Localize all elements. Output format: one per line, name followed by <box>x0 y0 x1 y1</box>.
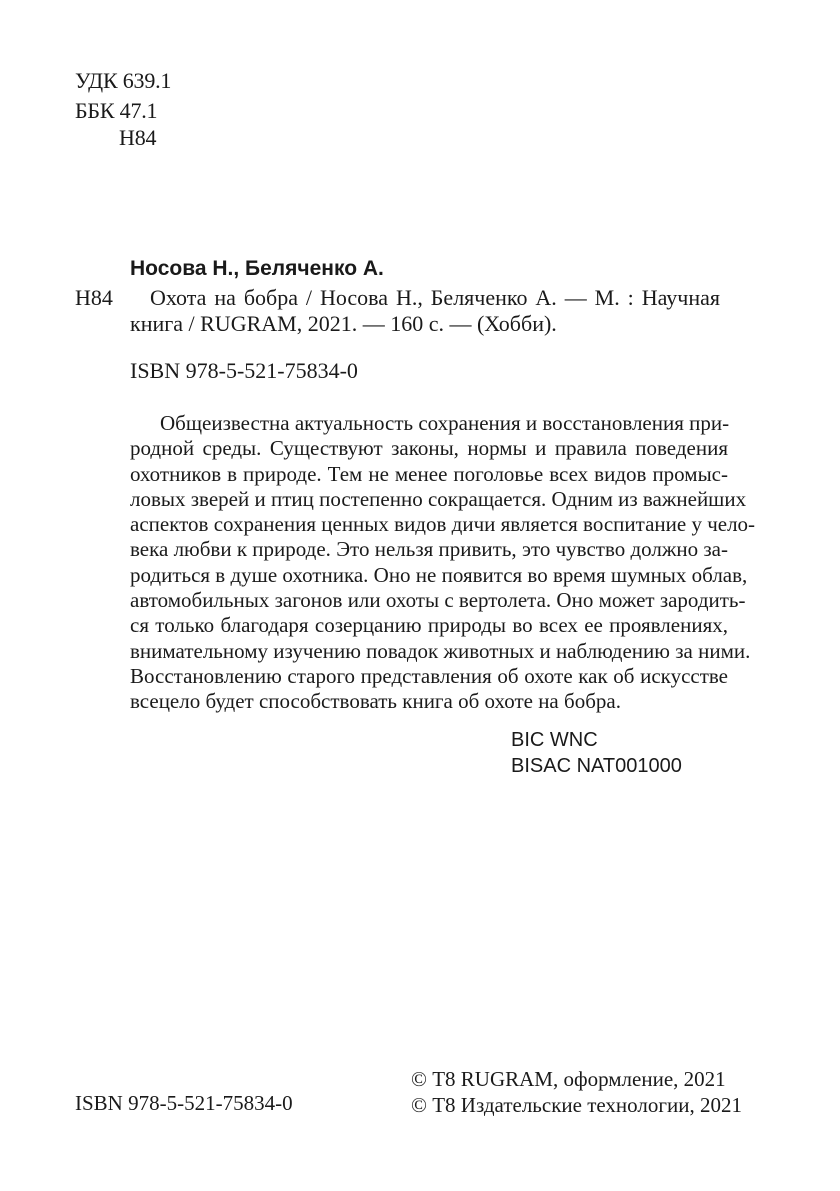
record-heading-authors: Носова Н., Беляченко А. <box>130 257 384 280</box>
record-author-mark: Н84 <box>75 285 113 310</box>
annotation-line: родиться в душе охотника. Оно не появится во время шумных облав, <box>130 562 748 587</box>
annotation-line: автомобильных загонов или охоты с вертолета. Оно может зародить- <box>130 588 746 613</box>
annotation-line: всецело будет способствовать книга об охоте на бобра. <box>130 689 621 714</box>
bibliographic-description-line-2: книга / RUGRAM, 2021. — 160 с. — (Хобби). <box>130 311 557 336</box>
annotation-line: охотников в природе. Тем не менее поголовье всех видов промыс- <box>130 461 728 486</box>
record-isbn: ISBN 978-5-521-75834-0 <box>130 358 358 383</box>
annotation-line: внимательному изучению повадок животных и наблюдению за ними. <box>130 638 751 663</box>
copyright-design: © Т8 RUGRAM, оформление, 2021 <box>411 1067 726 1091</box>
annotation-paragraph <box>130 411 756 715</box>
annotation-line: ловых зверей и птиц постепенно сокращается. Одним из важнейших <box>130 486 747 511</box>
annotation-line: века любви к природе. Это нельзя привить, это чувство должно за- <box>130 537 728 562</box>
copyright-publisher: © Т8 Издательские технологии, 2021 <box>411 1093 742 1117</box>
annotation-line: аспектов сохранения ценных видов дичи является воспитание у чело- <box>130 512 756 537</box>
annotation-line: ся только благодаря созерцанию природы во всех ее проявлениях, <box>130 613 728 638</box>
footer-isbn: ISBN 978-5-521-75834-0 <box>75 1091 293 1115</box>
author-mark: Н84 <box>119 125 157 150</box>
bisac-code: BISAC NAT001000 <box>511 755 682 777</box>
annotation-line: Восстановлению старого представления об охоте как об искусстве <box>130 663 728 688</box>
bbk-code: ББК 47.1 <box>75 98 158 123</box>
annotation-line: родной среды. Существуют законы, нормы и правила поведения <box>130 436 728 461</box>
annotation-line: Общеизвестна актуальность сохранения и восстановления при- <box>160 411 730 435</box>
bibliographic-description-line-1: Охота на бобра / Носова Н., Беляченко А. — М. : Научная <box>150 285 720 310</box>
bic-code: BIC WNC <box>511 729 598 751</box>
udk-code: УДК 639.1 <box>75 68 172 93</box>
